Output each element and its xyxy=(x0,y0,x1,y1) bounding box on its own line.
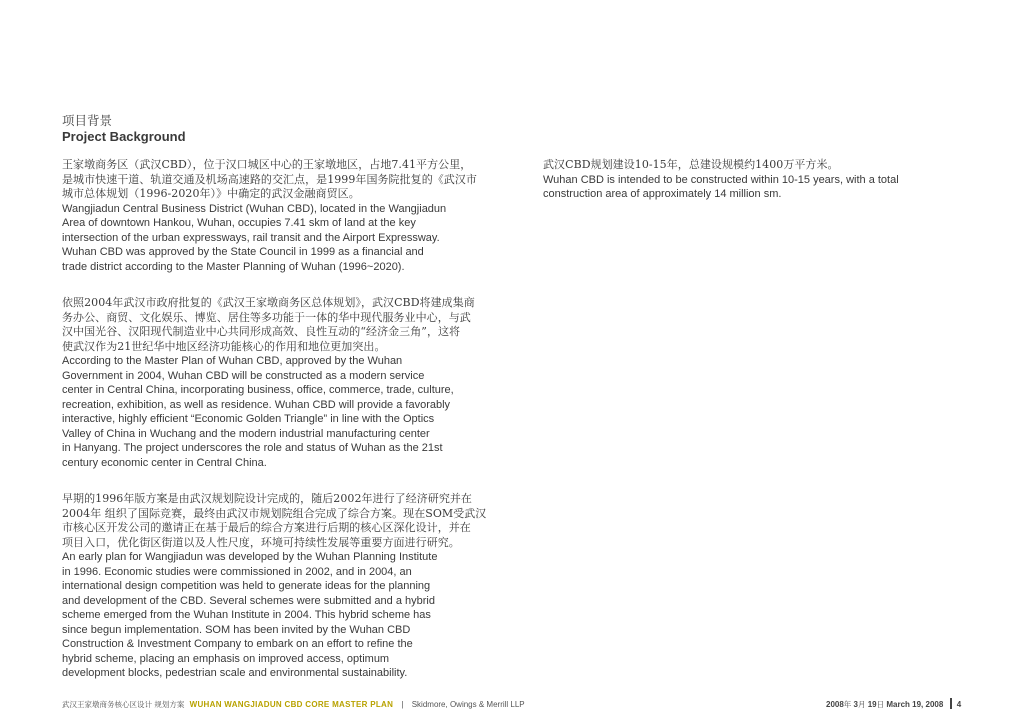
paragraph-zh-line: 汉中国光谷、汉阳现代制造业中心共同形成高效、良性互动的“经济金三角”，这将 xyxy=(62,325,461,338)
paragraph-en-line: Area of downtown Hankou, Wuhan, occupies 7.41 skm of land at the key xyxy=(62,217,416,229)
paragraph-zh-line: 是城市快速干道、轨道交通及机场高速路的交汇点，是1999年国务院批复的《武汉市 xyxy=(62,172,477,186)
page-number: 4 xyxy=(956,700,962,709)
paragraph-zh-line: 项目入口，优化街区街道以及人性尺度，环境可持续性发展等重要方面进行研究。 xyxy=(62,535,460,549)
paragraph-en-line: interactive, highly efficient “Economic Golden Triangle” in line with the Optics xyxy=(62,413,435,425)
footer-firm-name: Skidmore, Owings & Merrill LLP xyxy=(411,700,525,709)
footer-page-divider xyxy=(950,698,952,709)
paragraph-en-line: hybrid scheme, placing an emphasis on improved access, optimum xyxy=(62,652,390,665)
paragraph-en-line: construction area of approximately 14 million sm. xyxy=(543,188,782,200)
paragraph-en-line: intersection of the urban expressways, rail transit and the Airport Expressway. xyxy=(62,231,440,244)
footer-project-info xyxy=(62,697,525,713)
footer-date-en: March 19, 2008 xyxy=(886,700,944,709)
right-column xyxy=(543,158,973,224)
paragraph-block-history xyxy=(62,492,522,681)
paragraph-en-line: trade district according to the Master Planning of Wuhan (1996~2020). xyxy=(62,260,405,273)
footer-project-title-zh: 武汉王家墩商务核心区设计 规划方案 xyxy=(62,700,185,709)
footer-date-month-unit: 月 xyxy=(857,700,866,709)
footer-date-year-unit: 年 xyxy=(843,700,852,709)
paragraph-zh-line: 务办公、商贸、文化娱乐、博览、居住等多功能于一体的华中现代服务业中心，与武 xyxy=(62,310,471,324)
paragraph-en-line: and development of the CBD. Several schemes were submitted and a hybrid xyxy=(62,594,435,607)
paragraph-en-line: scheme emerged from the Wuhan Institute in 2004. This hybrid scheme has xyxy=(62,609,431,621)
paragraph-en-line: According to the Master Plan of Wuhan CBD, approved by the Wuhan xyxy=(62,355,403,367)
footer-date-year: 2008 xyxy=(826,700,844,709)
paragraph-en-line: center in Central China, incorporating business, office, commerce, trade, culture, xyxy=(62,384,454,396)
page-footer xyxy=(0,697,1024,713)
paragraph-zh-line: 2004年 组织了国际竞赛，最终由武汉市规划院组合完成了综合方案。现在SOM受武汉 xyxy=(62,506,487,520)
paragraph-block-schedule xyxy=(543,158,973,202)
paragraph-zh-line: 城市总体规划（1996-2020年）》中确定的武汉金融商贸区。 xyxy=(62,187,360,200)
paragraph-en-line: recreation, exhibition, as well as residence. Wuhan CBD will provide a favorably xyxy=(62,398,451,411)
paragraph-block-location xyxy=(62,158,522,274)
paragraph-zh-line: 武汉CBD规划建设10-15年，总建设规模约1400万平方米。 xyxy=(543,158,839,171)
section-heading-en: Project Background xyxy=(62,129,186,144)
paragraph-zh-line: 使武汉作为21世纪华中地区经济功能核心的作用和地位更加突出。 xyxy=(62,339,386,353)
paragraph-zh-line: 王家墩商务区（武汉CBD），位于汉口城区中心的王家墩地区，占地7.41平方公里， xyxy=(62,158,472,171)
paragraph-en-line: An early plan for Wangjiadun was developed by the Wuhan Planning Institute xyxy=(62,551,438,563)
footer-date-day: 19 xyxy=(867,700,877,709)
paragraph-en-line: Government in 2004, Wuhan CBD will be constructed as a modern service xyxy=(62,369,425,382)
paragraph-en-line: since begun implementation. SOM has been invited by the Wuhan CBD xyxy=(62,623,411,636)
paragraph-en-line: international design competition was held to generate ideas for the planning xyxy=(62,580,431,592)
paragraph-en-line: Wangjiadun Central Business District (Wuhan CBD), located in the Wangjiadun xyxy=(62,202,447,215)
paragraph-en-line: Valley of China in Wuchang and the modern industrial manufacturing center xyxy=(62,427,430,440)
footer-date-day-unit: 日 xyxy=(876,700,885,709)
paragraph-zh-line: 早期的1996年版方案是由武汉规划院设计完成的，随后2002年进行了经济研究并在 xyxy=(62,492,472,505)
paragraph-en-line: Wuhan CBD is intended to be constructed within 10-15 years, with a total xyxy=(543,173,899,186)
footer-separator: | xyxy=(401,700,404,709)
paragraph-en-line: development blocks, pedestrian scale and environmental sustainability. xyxy=(62,667,408,679)
left-column xyxy=(62,158,522,703)
footer-date-page xyxy=(826,697,961,713)
footer-date-month: 3 xyxy=(853,700,858,709)
paragraph-en-line: in Hanyang. The project underscores the role and status of Wuhan as the 21st xyxy=(62,442,443,454)
paragraph-en-line: in 1996. Economic studies were commissioned in 2002, and in 2004, an xyxy=(62,565,412,578)
section-heading-zh: 项目背景 xyxy=(62,113,113,128)
paragraph-zh-line: 依照2004年武汉市政府批复的《武汉王家墩商务区总体规划》，武汉CBD将建成集商 xyxy=(62,296,475,309)
paragraph-en-line: Wuhan CBD was approved by the State Council in 1999 as a financial and xyxy=(62,246,424,258)
paragraph-en-line: Construction & Investment Company to embark on an effort to refine the xyxy=(62,638,413,650)
paragraph-block-master-plan xyxy=(62,296,522,470)
footer-project-title-en: WUHAN WANGJIADUN CBD CORE MASTER PLAN xyxy=(189,700,394,709)
paragraph-en-line: century economic center in Central China. xyxy=(62,456,267,469)
paragraph-zh-line: 市核心区开发公司的邀请正在基于最后的综合方案进行后期的核心区深化设计，并在 xyxy=(62,521,471,534)
